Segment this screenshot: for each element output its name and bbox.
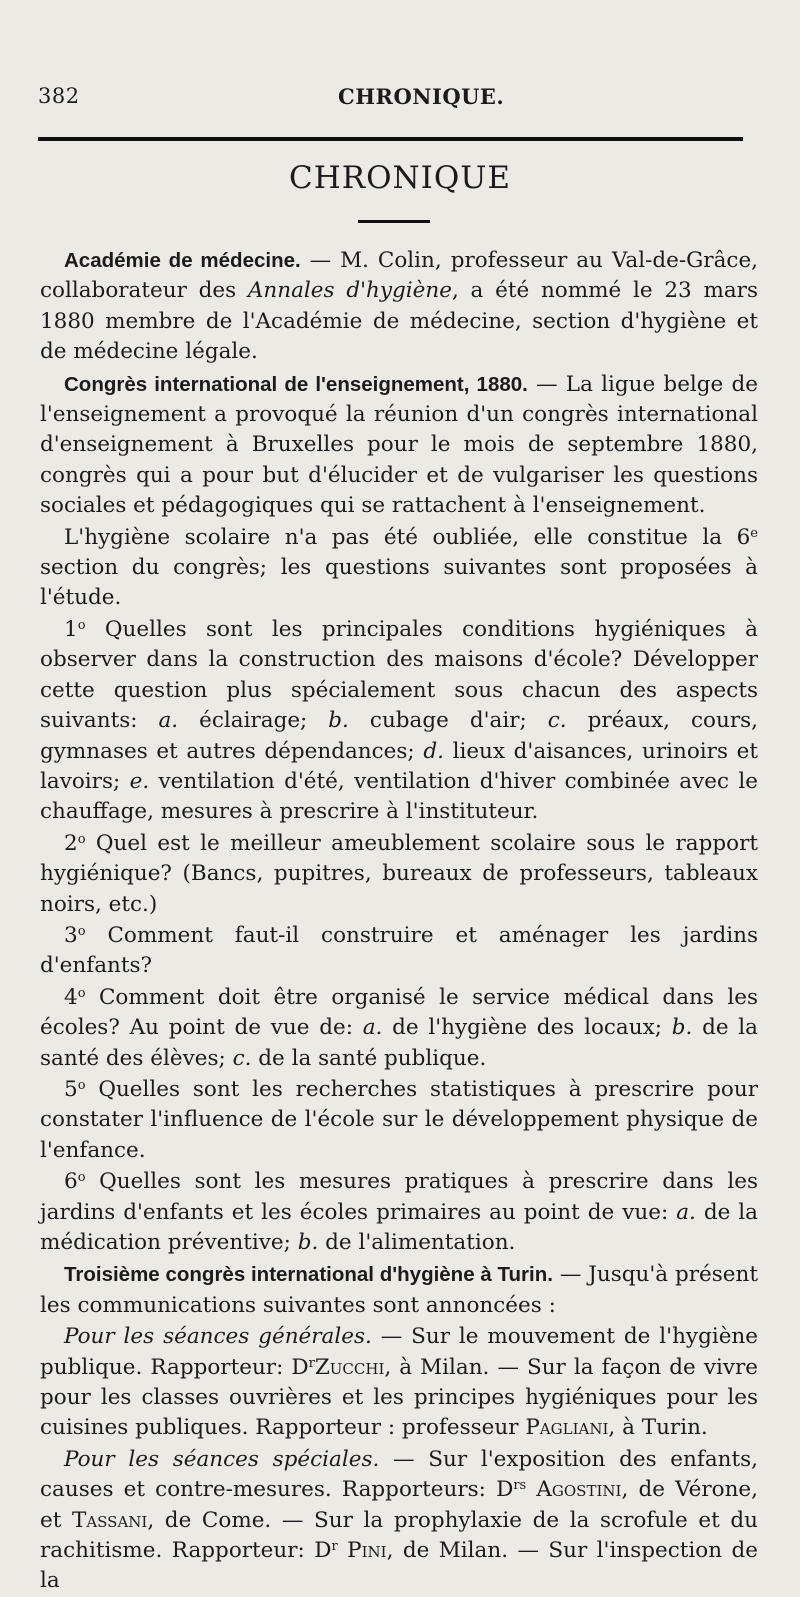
rapporteur-name: Pagliani: [525, 1415, 609, 1441]
rapporteur-name: Tassani: [72, 1507, 148, 1533]
question-5: 5$^o$ Quelles sont les recherches statistiques à prescrire pour constater l'influence de l'école sur le développement physique de l'enfance.: [40, 1076, 758, 1163]
section-heading: Académie de médecine.: [64, 249, 301, 272]
journal-title: Annales d'hygiène: [247, 278, 452, 304]
paragraph-academie: Académie de médecine. — M. Colin, professeur au Val-de-Grâce, collaborateur des Annales d'hygiène, a été nommé le 23 mars 1880 membre de l'Académie de médecine, section d'hygiène et de médecine légale.: [40, 248, 758, 365]
question-3: 3$^o$ Comment faut-il construire et aménager les jardins d'enfants?: [40, 922, 758, 979]
article-body: [40, 244, 758, 1597]
paragraph-turin: Troisième congrès international d'hygiène à Turin. — Jusqu'à présent les communications suivantes sont annoncées :: [40, 1262, 758, 1318]
question-1: 1$^o$ Quelles sont les principales conditions hygiéniques à observer dans la construction des maisons d'école? Développer cette question plus spécialement sous chacun des aspects suivants: a. éclairage; b. cubage d'air; c. préaux, cours, gymnases et autres dépendances; d. lieux d'aisances, urinoirs et lavoirs; e. ventilation d'été, ventilation d'hiver combinée avec le chauffage, mesures à prescrire à l'instituteur.: [40, 616, 758, 825]
paragraph-seances-speciales: Pour les séances spéciales. — Sur l'exposition des enfants, causes et contre-mesures. Rapporteurs: $D^{rs}$ Agostini, de Vérone, et Tassani, de Come. — Sur la prophylaxie de la scrofule et du rachitisme. Rapporteur: $D^r$ Pini, de Milan. — Sur l'inspection de la: [40, 1446, 758, 1594]
paragraph-congres: Congrès international de l'enseignement, 1880. — La ligue belge de l'enseignement a provoqué la réunion d'un congrès international d'enseignement à Bruxelles pour le mois de septembre 1880, congrès qui a pour but d'élucider et de vulgariser les questions sociales et pédagogiques qui se rattachent à l'enseignement.: [40, 371, 758, 519]
paragraph-hygiene-scolaire: L'hygiène scolaire n'a pas été oubliée, elle constitue la 6e section du congrès; les questions suivantes sont proposées à l'étude.: [40, 524, 758, 611]
paragraph-seances-generales: Pour les séances générales. — Sur le mouvement de l'hygiène publique. Rapporteur: $D^rZucchi$, à Milan. — Sur la façon de vivre pour les classes ouvrières et les principes hygiéniques pour les cuisines publiques. Rapporteur : professeur Pagliani, à Turin.: [40, 1324, 758, 1441]
page-number: 382: [38, 84, 80, 108]
section-heading: Troisième congrès international d'hygiène à Turin.: [64, 1263, 553, 1287]
page-title: CHRONIQUE: [288, 160, 512, 196]
header-rule: [38, 137, 743, 141]
question-4: 4$^o$ Comment doit être organisé le service médical dans les écoles? Au point de vue de: a. de l'hygiène des locaux; b. de la santé des élèves; c. de la santé publique.: [40, 984, 758, 1071]
rapporteur-name: Agostini: [536, 1477, 622, 1503]
title-rule: [358, 220, 430, 223]
running-title: CHRONIQUE.: [338, 84, 505, 109]
rapporteur-name: Pini: [347, 1538, 387, 1564]
section-heading: Congrès international de l'enseignement, 1880.: [64, 372, 528, 396]
rapporteur-name: Zucchi: [314, 1354, 385, 1380]
question-2: 2$^o$ Quel est le meilleur ameublement scolaire sous le rapport hygiénique? (Bancs, pupitres, bureaux de professeurs, tableaux noirs, etc.): [40, 830, 758, 917]
question-6: 6$^o$ Quelles sont les mesures pratiques à prescrire dans les jardins d'enfants et les écoles primaires au point de vue: a. de la médication préventive; b. de l'alimentation.: [40, 1169, 759, 1255]
running-head: [38, 84, 758, 112]
